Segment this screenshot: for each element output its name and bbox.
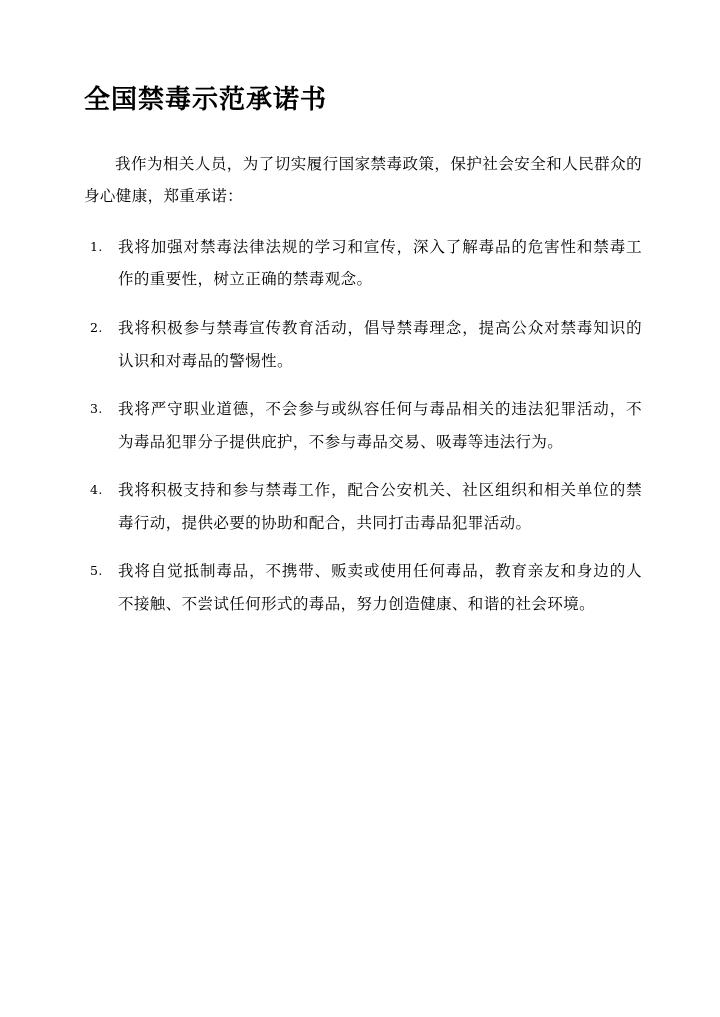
list-item: [84, 312, 642, 377]
list-item: [84, 474, 642, 539]
intro-paragraph: 我作为相关人员，为了切实履行国家禁毒政策，保护社会安全和人民群众的身心健康，郑重承诺：: [84, 154, 642, 206]
list-item: [84, 231, 642, 296]
pledge-list: [84, 231, 642, 620]
pledge-text: 我将积极支持和参与禁毒工作，配合公安机关、社区组织和相关单位的禁毒行动，提供必要的协助和配合，共同打击毒品犯罪活动。: [118, 481, 642, 532]
list-item: [84, 555, 642, 620]
pledge-text: 我将自觉抵制毒品，不携带、贩卖或使用任何毒品，教育亲友和身边的人不接触、不尝试任何形式的毒品，努力创造健康、和谐的社会环境。: [118, 562, 642, 613]
page-title: 全国禁毒示范承诺书: [84, 85, 328, 115]
list-item: [84, 393, 642, 458]
pledge-text: 我将积极参与禁毒宣传教育活动，倡导禁毒理念，提高公众对禁毒知识的认识和对毒品的警惕性。: [118, 318, 642, 370]
pledge-text: 我将加强对禁毒法律法规的学习和宣传，深入了解毒品的危害性和禁毒工作的重要性，树立正确的禁毒观念。: [118, 237, 642, 289]
pledge-text: 我将严守职业道德，不会参与或纵容任何与毒品相关的违法犯罪活动，不为毒品犯罪分子提供庇护，不参与毒品交易、吸毒等违法行为。: [118, 400, 642, 451]
